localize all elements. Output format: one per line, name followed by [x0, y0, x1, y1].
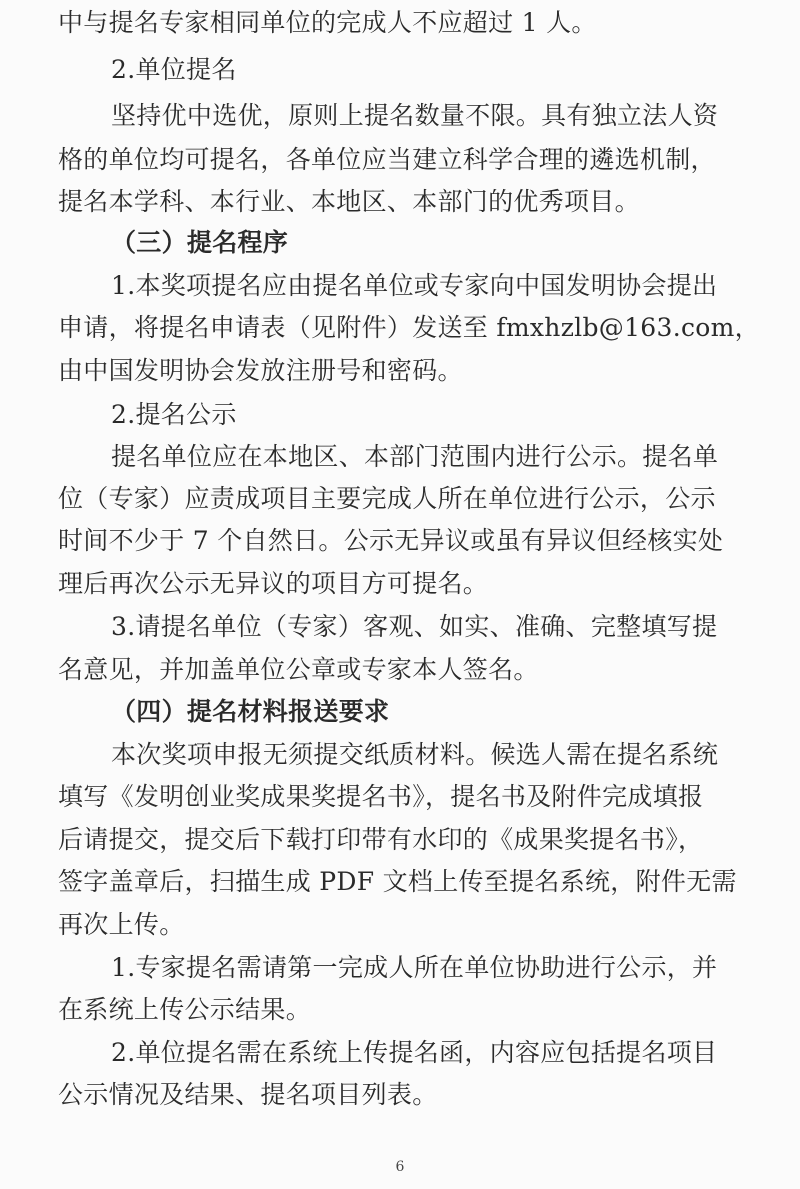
paragraph-line: 坚持优中选优，原则上提名数量不限。具有独立法人资 — [111, 101, 719, 130]
paragraph-line: 理后再次公示无异议的项目方可提名。 — [58, 569, 489, 598]
paragraph-line: 申请，将提名申请表（见附件）发送至 fmxhzlb@163.com， — [58, 313, 760, 342]
section-heading-bold: （三）提名程序 — [111, 228, 289, 257]
paragraph-line: 1.本奖项提名应由提名单位或专家向中国发明协会提出 — [111, 271, 718, 300]
section-heading: 2.单位提名 — [111, 55, 237, 84]
paragraph-line: 提名单位应在本地区、本部门范围内进行公示。提名单 — [111, 442, 719, 471]
paragraph-line: 再次上传。 — [58, 910, 185, 939]
section-heading-bold: （四）提名材料报送要求 — [111, 697, 390, 726]
paragraph-line: 签字盖章后，扫描生成 PDF 文档上传至提名系统，附件无需 — [58, 867, 737, 896]
paragraph-line: 由中国发明协会发放注册号和密码。 — [58, 356, 463, 385]
paragraph-line: 在系统上传公示结果。 — [58, 995, 312, 1024]
paragraph-line: 格的单位均可提名，各单位应当建立科学合理的遴选机制， — [58, 145, 716, 174]
paragraph-line: 位（专家）应责成项目主要完成人所在单位进行公示，公示 — [58, 484, 716, 513]
paragraph-line: 2.单位提名需在系统上传提名函，内容应包括提名项目 — [111, 1038, 718, 1067]
paragraph-line: 填写《发明创业奖成果奖提名书》，提名书及附件完成填报 — [58, 782, 704, 811]
paragraph-line: 中与提名专家相同单位的完成人不应超过 1 人。 — [58, 8, 597, 37]
paragraph-line: 公示情况及结果、提名项目列表。 — [58, 1080, 438, 1109]
paragraph-line: 本次奖项申报无须提交纸质材料。候选人需在提名系统 — [111, 740, 719, 769]
paragraph-line: 提名本学科、本行业、本地区、本部门的优秀项目。 — [58, 187, 640, 216]
page-number: 6 — [395, 1159, 405, 1175]
paragraph-line: 3.请提名单位（专家）客观、如实、准确、完整填写提 — [111, 612, 718, 641]
paragraph-line: 时间不少于 7 个自然日。公示无异议或虽有异议但经核实处 — [58, 526, 724, 555]
section-heading: 2.提名公示 — [111, 400, 237, 429]
paragraph-line: 1.专家提名需请第一完成人所在单位协助进行公示，并 — [111, 953, 718, 982]
paragraph-line: 名意见，并加盖单位公章或专家本人签名。 — [58, 655, 539, 684]
paragraph-line: 后请提交，提交后下载打印带有水印的《成果奖提名书》， — [58, 825, 704, 854]
